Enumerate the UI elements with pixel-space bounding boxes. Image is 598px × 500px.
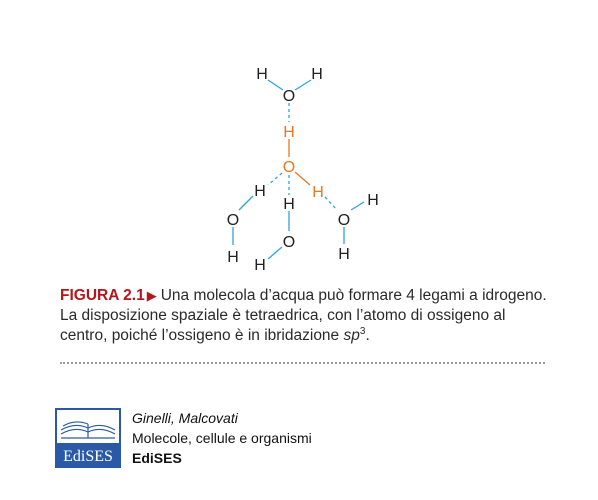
atom-o-center: O	[282, 159, 296, 176]
figure-label: FIGURA 2.1	[60, 287, 145, 304]
dotted-divider	[60, 362, 545, 364]
caption-term: sp	[343, 327, 360, 344]
bond-top-right	[295, 80, 311, 90]
atom-h-top-right: H	[311, 66, 323, 83]
bonds	[233, 80, 364, 259]
atoms	[227, 66, 379, 274]
atom-h-right-bottom: H	[338, 246, 350, 263]
atom-o-left: O	[226, 212, 240, 229]
hbond-right	[325, 197, 336, 209]
atom-h-left-bond: H	[254, 183, 266, 200]
atom-h-left-bottom: H	[227, 249, 239, 266]
atom-h-bond-right: H	[312, 184, 324, 201]
caption-end: .	[365, 327, 370, 344]
atom-h-bottom: H	[254, 257, 266, 274]
book-publisher: EdiSES	[132, 450, 182, 466]
atom-h-top-left: H	[256, 66, 268, 83]
bond-left-upper	[239, 196, 253, 210]
book-authors: Ginelli, Malcovati	[132, 410, 238, 426]
bond-center-right	[295, 172, 310, 185]
caption-arrow-icon: ▶	[146, 288, 157, 303]
atom-h-bond-upper: H	[283, 124, 295, 141]
atom-o-right: O	[337, 212, 351, 229]
figure-caption	[60, 286, 550, 346]
hbond-center-left	[268, 173, 282, 185]
book-credits	[132, 408, 312, 468]
bond-top-left	[268, 80, 283, 90]
bond-bottom-lower	[268, 247, 282, 259]
atom-o-bottom: O	[282, 234, 296, 251]
atom-h-right-top: H	[367, 192, 379, 209]
bond-right-upper	[351, 202, 364, 210]
logo-text: EdiSES	[63, 448, 113, 465]
atom-h-mid-bond: H	[283, 196, 295, 213]
caption-sup: 3	[359, 325, 366, 337]
edises-logo	[55, 408, 121, 468]
book-title: Molecole, cellule e organismi	[132, 430, 312, 446]
caption-text: Una molecola d’acqua può formare 4 legami a idrogeno. La disposizione spaziale è tetraedrica, con l’atomo di ossigeno al centro, poiché l’ossigeno è in ibridazione	[60, 287, 547, 344]
atom-o-top: O	[282, 88, 296, 105]
